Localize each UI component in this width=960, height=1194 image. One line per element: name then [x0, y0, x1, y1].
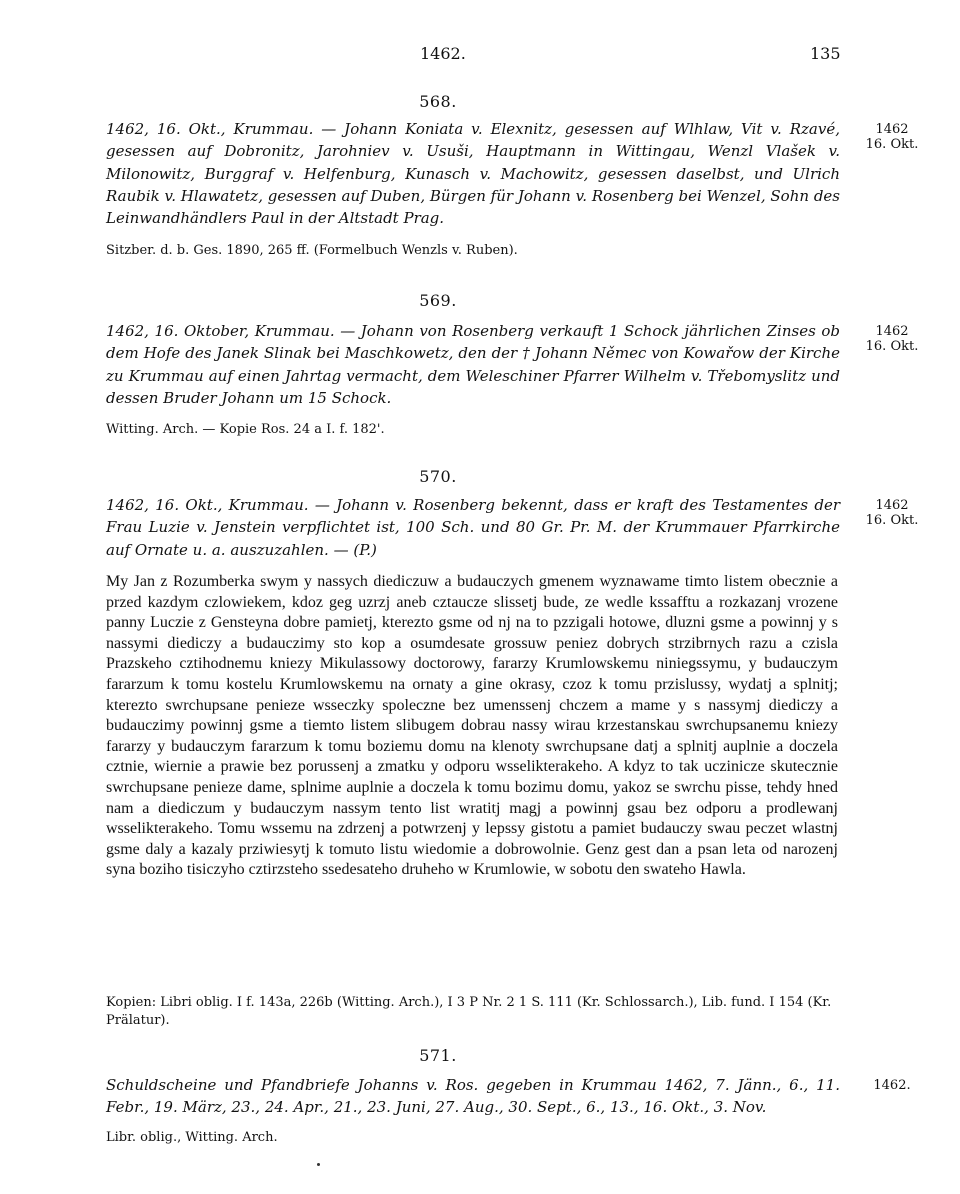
entry-source: Witting. Arch. — Kopie Ros. 24 a I. f. 182'. — [106, 422, 385, 437]
entry-regest: 1462, 16. Okt., Krummau. — Johann v. Rosenberg bekennt, dass er kraft des Testamentes der Frau Luzie v. Jenstein verpflichtet ist, 100 Sch. und 80 Gr. Pr. M. der Krummauer Pfarrkirche auf Ornate u. a. auszuzahlen. — (P.) — [106, 496, 840, 559]
entry-regest: 1462, 16. Okt., Krummau. — Johann Koniata v. Elexnitz, gesessen auf Wlhlaw, Vit v. Rzavé, gesessen auf Dobronitz, Jarohniev v. Usuši, Hauptmann in Wittingau, Wenzl Vlašek v. Milonowitz, Burggraf v. Helfenburg, Kunasch v. Machowitz, gesessen daselbst, und Ulrich Raubik v. Hlawatetz, gesessen auf Duben, Bürgen für Johann v. Rosenberg bei Wenzel, Sohn des Leinwandhändlers Paul in der Altstadt Prag. — [106, 120, 840, 228]
running-year: 1462. — [420, 44, 466, 63]
margin-date: 1462 16. Okt. — [865, 498, 919, 528]
margin-date: 1462 16. Okt. — [865, 122, 919, 152]
entry-number: 568. — [419, 92, 457, 111]
entry-source: Sitzber. d. b. Ges. 1890, 265 ff. (Formelbuch Wenzls v. Ruben). — [106, 243, 518, 258]
entry-source: Libr. oblig., Witting. Arch. — [106, 1130, 278, 1145]
margin-date: 1462 16. Okt. — [865, 324, 919, 354]
ink-dot — [317, 1163, 320, 1166]
entry-regest: 1462, 16. Oktober, Krummau. — Johann von Rosenberg verkauft 1 Schock jährlichen Zinses ob dem Hofe des Janek Slinak bei Maschkowetz, den der † Johann Němec von Kowařow der Kirche zu Krummau auf einen Jahrtag vermacht, dem Weleschiner Pfarrer Wilhelm v. Třebomyslitz und dessen Bruder Johann um 15 Schock. — [106, 322, 840, 407]
page-number: 135 — [810, 44, 841, 63]
charter-text: My Jan z Rozumberka swym y nassych diediczuw a budauczych gmenem wyznawame timto listem obecznie a przed kazdym czlowiekem, kdoz geg uzrzj aneb cztaucze slissetj bude, ze wedle kssafftu a rozkazanj vrozene panny Luczie z Gensteyna dobre pamietj, kterezto gsme od nj na to pzzigali hotowe, dluzni gsme a powinnj y s nassymi diediczy a budauczimy sto kop a osumdesate grossuw peniez dobrych strzibrnych razu a czisla Prazskeho cztihodnemu kniezy Mikulassowy doctorowy, fararzy Krumlowskemu niniegssymu, y budauczym fararzum k tomu kostelu Krumlowskemu na ornaty a gine okrasy, czoz k tomu przislussy, wydatj a splnitj; kterezto swrchupsane penieze wsseczky spoleczne bez umenssenj chczem a mame y s nassymj diediczy a budauczimy powinnj gsme a tiemto listem slibugem dobrau nassy wirau krzestanskau swrchupsanemu kniezy fararzy y budauczym fararzum k tomu boziemu domu na klenoty swrchupsane datj a splnitj auplnie a doczela cztnie, wiernie a prawie bez porussenj a zmatku y odporu wsselikterakeho. A kdyz to tak uczinicze skutecznie swrchupsane penieze dame, splnime auplnie a doczela k tomu bozimu domu, yakoz se swrchu pisse, tehdy hned nam a diediczum y budauczym nassym tento list wratitj magj a powinnj gsau bez odporu a prodlewanj wsselikterakeho. Tomu wssemu na zdrzenj a potwrzenj y lepssy gistotu a pamiet budauczy swau peczet wlastnj gsme daly a kazaly prziwiesytj k tomuto listu wiedomie a dobrowolnie. Genz gest dan a psan leta od narozenj syna boziho tisiczyho cztirzsteho ssedesateho druheho w Krumlowie, w sobotu den swateho Hawla. — [106, 573, 838, 879]
entry-regest: Schuldscheine und Pfandbriefe Johanns v. Ros. gegeben in Krummau 1462, 7. Jänn., 6., 11. Febr., 19. März, 23., 24. Apr., 21., 23. Juni, 27. Aug., 30. Sept., 6., 13., 16. Okt., 3. Nov. — [106, 1076, 840, 1117]
entry-number: 571. — [419, 1046, 457, 1065]
margin-date: 1462. — [873, 1078, 911, 1093]
entry-source: Kopien: Libri oblig. I f. 143a, 226b (Witting. Arch.), I 3 P Nr. 2 1 S. 111 (Kr. Schlossarch.), Lib. fund. I 154 (Kr. Prälatur). — [106, 995, 832, 1028]
entry-number: 570. — [419, 467, 457, 486]
entry-number: 569. — [419, 291, 457, 310]
